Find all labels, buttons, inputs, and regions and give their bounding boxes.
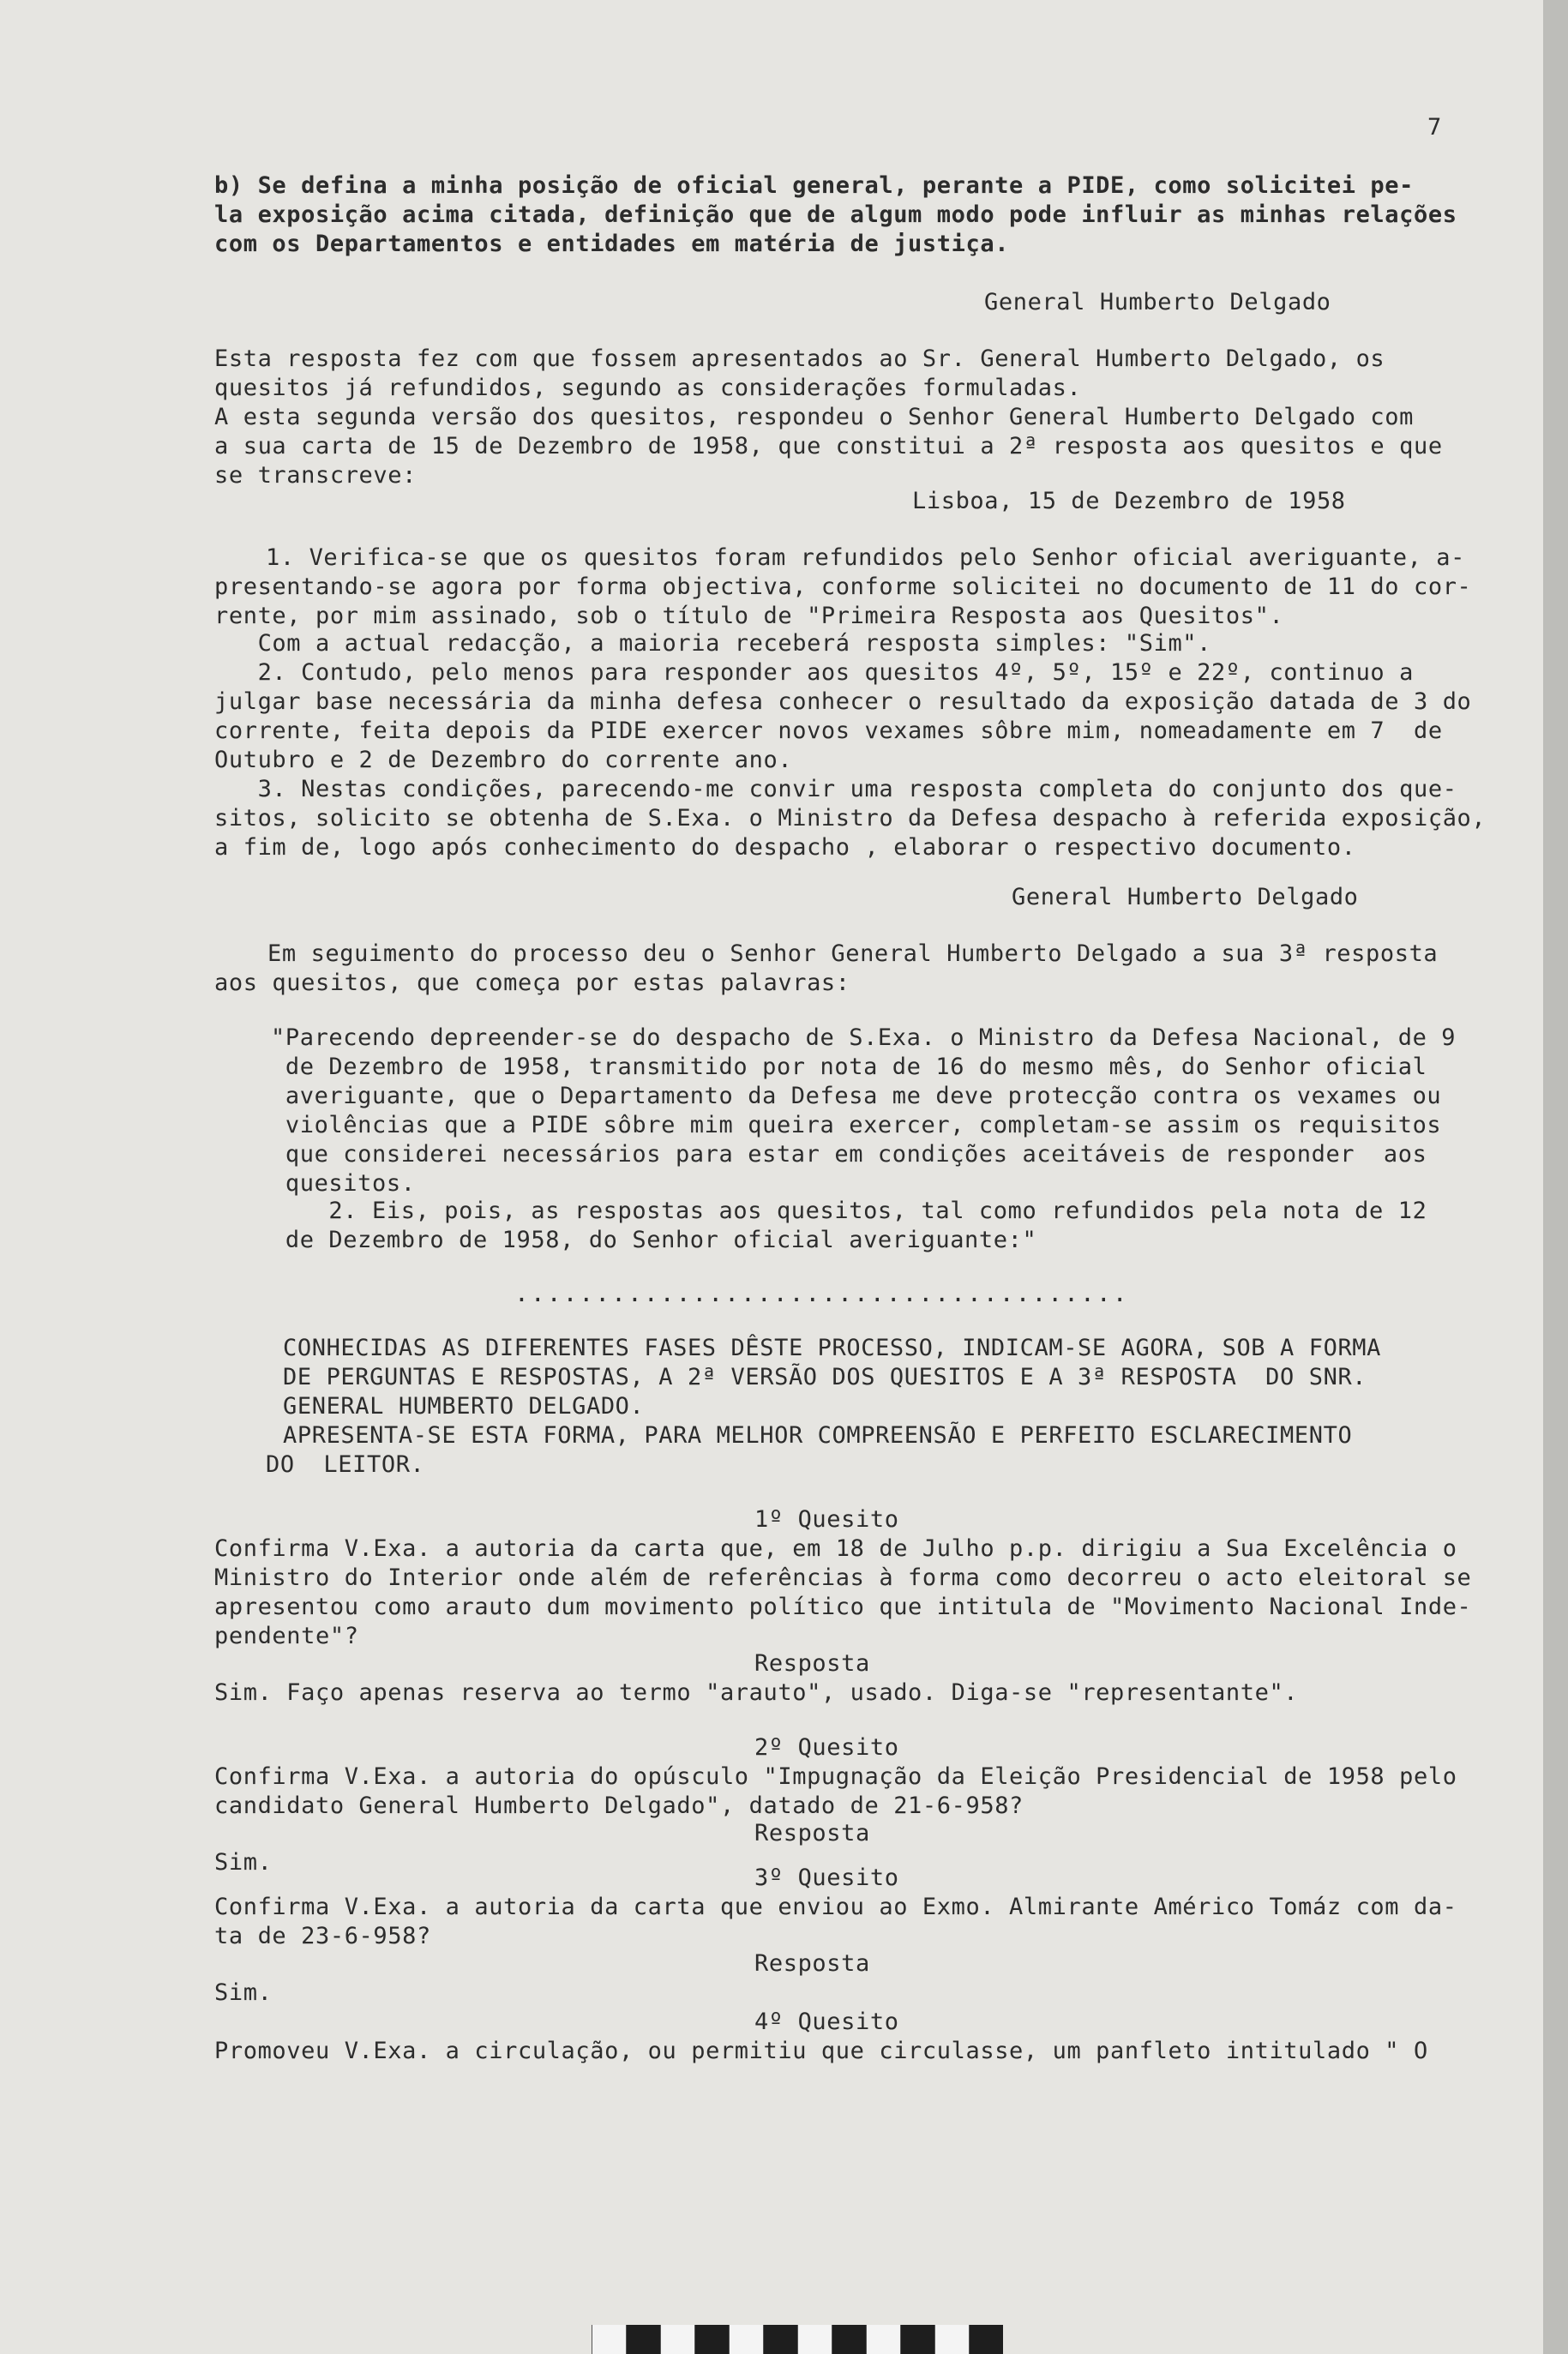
signature: General Humberto Delgado	[984, 289, 1331, 315]
letter-line: Outubro e 2 de Dezembro do corrente ano.	[214, 747, 793, 773]
quote-line: "Parecendo depreender-se do despacho de S.Exa. o Ministro da Defesa Nacional, de 9	[271, 1024, 1457, 1051]
paragraph-line: a sua carta de 15 de Dezembro de 1958, que constitui a 2ª resposta aos quesitos e que	[214, 433, 1443, 459]
quote-line: de Dezembro de 1958, transmitido por nota de 16 do mesmo mês, do Senhor oficial	[271, 1054, 1427, 1080]
quote-line: averiguante, que o Departamento da Defesa me deve protecção contra os vexames ou	[271, 1083, 1442, 1109]
quesito-line: Ministro do Interior onde além de referências à forma como decorreu o acto eleitoral se	[214, 1564, 1472, 1591]
quote-line: quesitos.	[271, 1170, 416, 1197]
notice-line: GENERAL HUMBERTO DELGADO.	[283, 1393, 645, 1420]
item-b-line: la exposição acima citada, definição que de algum modo pode influir as minhas relações	[214, 201, 1457, 228]
quesito-line: Confirma V.Exa. a autoria da carta que enviou ao Exmo. Almirante Américo Tomáz com da-	[214, 1894, 1457, 1920]
letter-line: presentando-se agora por forma objectiva, conforme solicitei no documento de 11 do cor-	[214, 573, 1472, 600]
notice-line: DE PERGUNTAS E RESPOSTAS, A 2ª VERSÃO DOS QUESITOS E A 3ª RESPOSTA DO SNR.	[283, 1364, 1367, 1390]
item-b-line: com os Departamentos e entidades em matéria de justiça.	[214, 231, 1010, 257]
quesito-line: candidato General Humberto Delgado", datado de 21-6-958?	[214, 1793, 1024, 1819]
answer-text: Sim.	[214, 1849, 273, 1876]
paragraph-line: se transcreve:	[214, 462, 417, 489]
paragraph-line: Esta resposta fez com que fossem apresentados ao Sr. General Humberto Delgado, os	[214, 345, 1385, 372]
notice-line: DO LEITOR.	[266, 1451, 425, 1478]
answer-heading: Resposta	[754, 1820, 870, 1847]
paragraph-line: Em seguimento do processo deu o Senhor General Humberto Delgado a sua 3ª resposta	[267, 940, 1439, 967]
letter-line: 1. Verifica-se que os quesitos foram refundidos pelo Senhor oficial averiguante, a-	[266, 544, 1465, 571]
signature: General Humberto Delgado	[1012, 884, 1359, 910]
paragraph-line: A esta segunda versão dos quesitos, respondeu o Senhor General Humberto Delgado com	[214, 404, 1414, 430]
paragraph-line: quesitos já refundidos, segundo as considerações formuladas.	[214, 375, 1082, 401]
notice-line: CONHECIDAS AS DIFERENTES FASES DÊSTE PROCESSO, INDICAM-SE AGORA, SOB A FORMA	[283, 1335, 1382, 1361]
letter-line: 3. Nestas condições, parecendo-me convir uma resposta completa do conjunto dos que-	[214, 776, 1457, 802]
quesito-line: ta de 23-6-958?	[214, 1923, 431, 1949]
quote-line: de Dezembro de 1958, do Senhor oficial averiguante:"	[271, 1227, 1037, 1253]
letter-line: a fim de, logo após conhecimento do despacho , elaborar o respectivo documento.	[214, 834, 1356, 861]
quesito-line: apresentou como arauto dum movimento político que intitula de "Movimento Nacional Inde-	[214, 1594, 1472, 1620]
scan-edge	[1543, 0, 1568, 2354]
notice-line: APRESENTA-SE ESTA FORMA, PARA MELHOR COMPREENSÃO E PERFEITO ESCLARECIMENTO	[283, 1422, 1353, 1449]
quote-line: 2. Eis, pois, as respostas aos quesitos, tal como refundidos pela nota de 12	[271, 1198, 1427, 1224]
answer-heading: Resposta	[754, 1650, 870, 1677]
dotted-separator: ......................................	[514, 1279, 1129, 1307]
answer-text: Sim.	[214, 1979, 273, 2006]
quesito-heading: 3º Quesito	[754, 1865, 899, 1891]
letter-line: corrente, feita depois da PIDE exercer novos vexames sôbre mim, nomeadamente em 7 de	[214, 718, 1443, 744]
quesito-heading: 4º Quesito	[754, 2009, 899, 2035]
letter-line: 2. Contudo, pelo menos para responder aos quesitos 4º, 5º, 15º e 22º, continuo a	[214, 659, 1414, 686]
letter-line: sitos, solicito se obtenha de S.Exa. o Ministro da Defesa despacho à referida exposição,	[214, 805, 1487, 832]
letter-line: julgar base necessária da minha defesa conhecer o resultado da exposição datada de 3 do	[214, 688, 1472, 715]
quesito-line: Confirma V.Exa. a autoria da carta que, em 18 de Julho p.p. dirigiu a Sua Excelência o	[214, 1535, 1457, 1562]
quesito-heading: 2º Quesito	[754, 1734, 899, 1761]
page-number: 7	[1427, 114, 1442, 141]
letter-date: Lisboa, 15 de Dezembro de 1958	[912, 488, 1346, 514]
paragraph-line: aos quesitos, que começa por estas palavras:	[214, 970, 850, 996]
quesito-line: pendente"?	[214, 1623, 359, 1649]
quote-line: que considerei necessários para estar em condições aceitáveis de responder aos	[271, 1141, 1427, 1168]
answer-text: Sim. Faço apenas reserva ao termo "arauto", usado. Diga-se "representante".	[214, 1679, 1299, 1706]
item-b-line: b) Se defina a minha posição de oficial general, perante a PIDE, como solicitei pe-	[214, 172, 1414, 199]
quesito-line: Confirma V.Exa. a autoria do opúsculo "Impugnação da Eleição Presidencial de 1958 pelo	[214, 1763, 1457, 1790]
letter-line: Com a actual redacção, a maioria receberá resposta simples: "Sim".	[214, 630, 1212, 657]
letter-line: rente, por mim assinado, sob o título de "Primeira Resposta aos Quesitos".	[214, 603, 1284, 629]
quesito-heading: 1º Quesito	[754, 1506, 899, 1533]
quote-line: violências que a PIDE sôbre mim queira exercer, completam-se assim os requisitos	[271, 1112, 1442, 1138]
scale-ruler	[592, 2325, 1003, 2354]
answer-heading: Resposta	[754, 1950, 870, 1977]
quesito-line: Promoveu V.Exa. a circulação, ou permitiu que circulasse, um panfleto intitulado " O	[214, 2038, 1428, 2064]
